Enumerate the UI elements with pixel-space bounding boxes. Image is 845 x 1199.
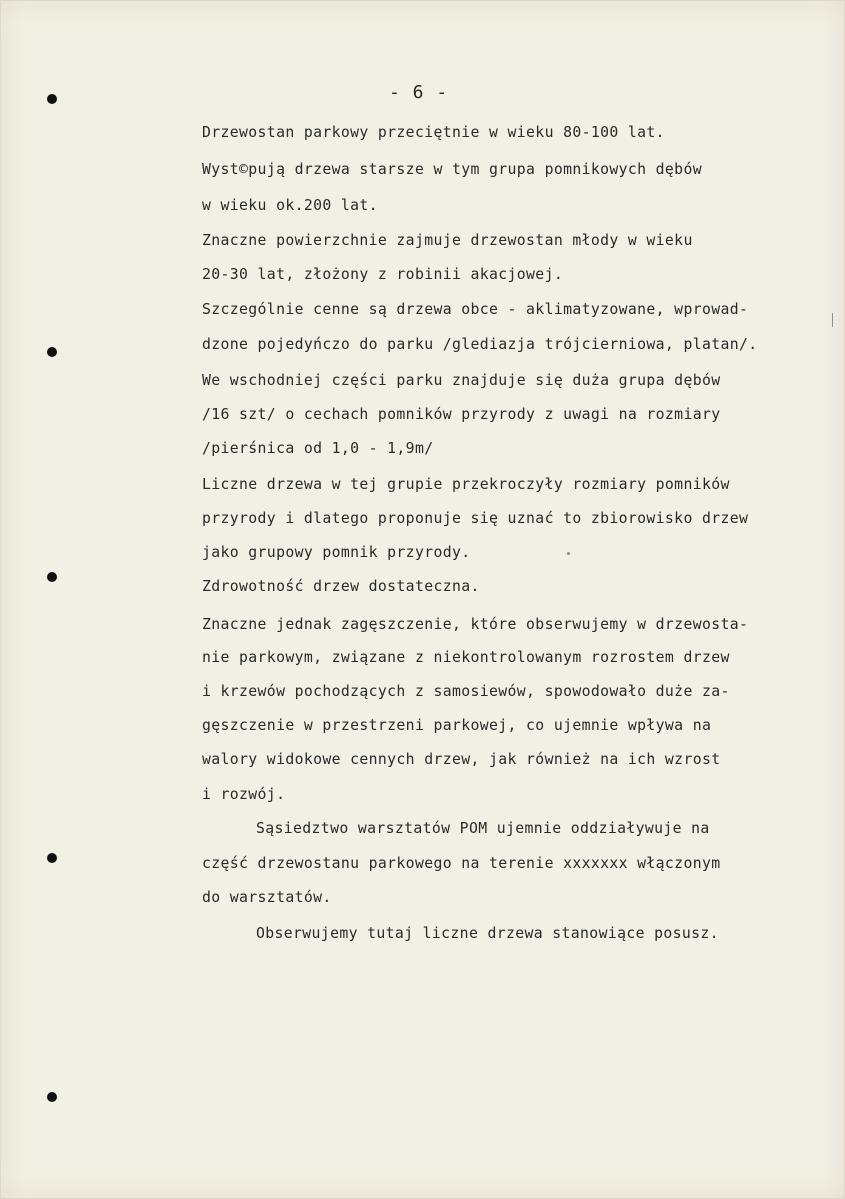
- body-line-22: część drzewostanu parkowego na terenie xxxxxxx włączonym: [202, 855, 721, 872]
- body-line-7: dzone pojedyńczo do parku /glediazja trójcierniowa, platan/.: [202, 336, 758, 353]
- paper-speck: [567, 552, 570, 555]
- body-line-21: Sąsiedztwo warsztatów POM ujemnie oddziaływuje na: [256, 820, 710, 837]
- body-line-16: nie parkowym, związane z niekontrolowanym rozrostem drzew: [202, 649, 730, 666]
- body-line-11: Liczne drzewa w tej grupie przekroczyły rozmiary pomników: [202, 476, 730, 493]
- body-line-1: Drzewostan parkowy przeciętnie w wieku 80-100 lat.: [202, 124, 665, 141]
- body-line-3: w wieku ok.200 lat.: [202, 197, 378, 214]
- body-line-24: Obserwujemy tutaj liczne drzewa stanowiące posusz.: [256, 925, 719, 942]
- body-line-17: i krzewów pochodzących z samosiewów, spowodowało duże za-: [202, 683, 730, 700]
- body-line-6: Szczególnie cenne są drzewa obce - aklimatyzowane, wprowad-: [202, 301, 749, 318]
- body-line-12: przyrody i dlatego proponuje się uznać to zbiorowisko drzew: [202, 510, 749, 527]
- page-number: - 6 -: [389, 82, 449, 103]
- paper-edge-shadow: [1, 1, 844, 1198]
- body-line-5: 20-30 lat, złożony z robinii akacjowej.: [202, 266, 564, 283]
- body-line-19: walory widokowe cennych drzew, jak również na ich wzrost: [202, 751, 721, 768]
- body-line-14: Zdrowotność drzew dostateczna.: [202, 578, 480, 595]
- punch-hole-3: [47, 572, 57, 582]
- body-line-23: do warsztatów.: [202, 889, 332, 906]
- body-line-15: Znaczne jednak zagęszczenie, które obserwujemy w drzewosta-: [202, 616, 749, 633]
- punch-hole-2: [47, 347, 57, 357]
- punch-hole-1: [47, 94, 57, 104]
- body-line-13: jako grupowy pomnik przyrody.: [202, 544, 471, 561]
- punch-hole-4: [47, 853, 57, 863]
- body-line-10: /pierśnica od 1,0 - 1,9m/: [202, 440, 434, 457]
- body-line-2: Wyst©pują drzewa starsze w tym grupa pomnikowych dębów: [202, 161, 702, 178]
- body-line-18: gęszczenie w przestrzeni parkowej, co ujemnie wpływa na: [202, 717, 712, 734]
- punch-hole-5: [47, 1092, 57, 1102]
- body-line-8: We wschodniej części parku znajduje się duża grupa dębów: [202, 372, 721, 389]
- body-line-9: /16 szt/ o cechach pomników przyrody z uwagi na rozmiary: [202, 406, 721, 423]
- body-line-4: Znaczne powierzchnie zajmuje drzewostan młody w wieku: [202, 232, 693, 249]
- paper-mark: [832, 313, 833, 327]
- body-line-20: i rozwój.: [202, 786, 286, 803]
